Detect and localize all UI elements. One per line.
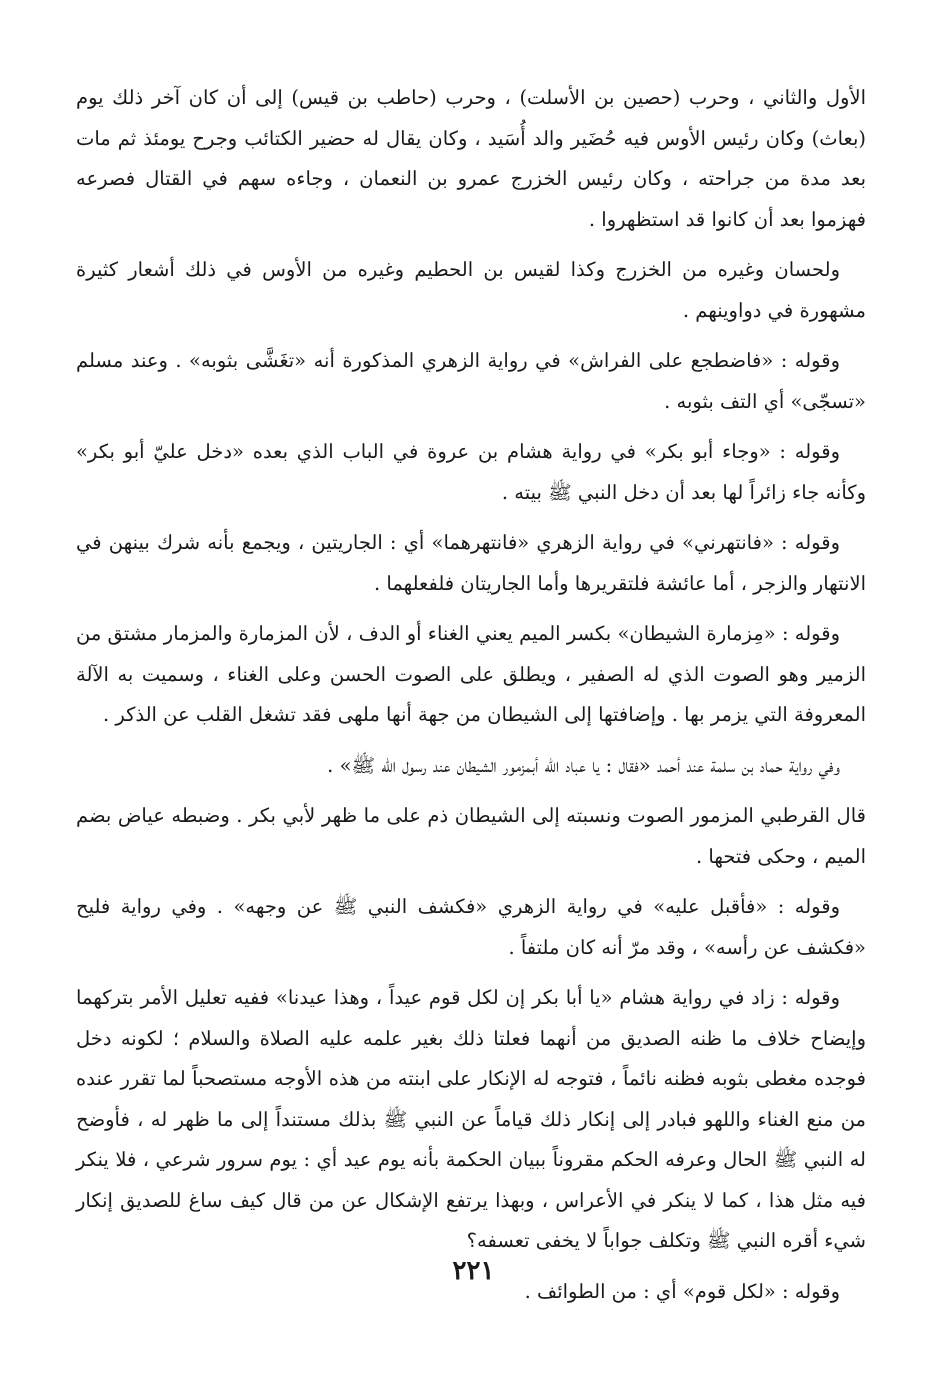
paragraph: وقوله : «فانتهرني» في رواية الزهري «فانتهرهما» أي : الجاريتين ، ويجمع بأنه شرك بينهن في الانتهار والزجر ، أما عائشة فلتقريرها وأما الجاريتان فلفعلهما . <box>76 531 866 595</box>
paragraph: قال القرطبي المزمور الصوت ونسبته إلى الشيطان ذم على ما ظهر لأبي بكر . وضبطه عياض بضم الميم ، وحكى فتحها . <box>76 804 866 868</box>
paragraph: وفي رواية حماد بن سلمة عند أحمد «فقال : يا عباد الله أبمزمور الشيطان عند رسول الله ﷺ» . <box>327 753 840 777</box>
paragraph: وقوله : «فأقبل عليه» في رواية الزهري «فكشف النبي ﷺ عن وجهه» . وفي رواية فليح «فكشف عن رأسه» ، وقد مرّ أنه كان ملتفاً . <box>76 895 866 959</box>
page-body <box>76 78 866 1322</box>
paragraph: الأول والثاني ، وحرب (حصين بن الأسلت) ، وحرب (حاطب بن قيس) إلى أن كان آخر ذلك يوم (بعاث) وكان رئيس الأوس فيه حُضَير والد أُسَيد ، وكان يقال له حضير الكتائب وجرح يومئذ ثم مات بعد مدة من جراحته ، وكان رئيس الخزرج عمرو بن النعمان ، وجاءه سهم في القتال فصرعه فهزموا بعد أن كانوا قد استظهروا . <box>76 86 866 231</box>
paragraph: ولحسان وغيره من الخزرج وكذا لقيس بن الحطيم وغيره من الأوس في ذلك أشعار كثيرة مشهورة في دواوينهم . <box>76 258 866 322</box>
paragraph: وقوله : «وجاء أبو بكر» في رواية هشام بن عروة في الباب الذي بعده «دخل عليّ أبو بكر» وكأنه جاء زائراً لها بعد أن دخل النبي ﷺ بيته . <box>76 440 866 504</box>
paragraph: وقوله : «فاضطجع على الفراش» في رواية الزهري المذكورة أنه «تغَشَّى بثوبه» . وعند مسلم «تسجّى» أي التف بثوبه . <box>76 349 866 413</box>
paragraph: وقوله : «لكل قوم» أي : من الطوائف . <box>524 1279 840 1303</box>
paragraph: وقوله : «مِزمارة الشيطان» بكسر الميم يعني الغناء أو الدف ، لأن المزمارة والمزمار مشتق من الزمير وهو الصوت الذي له الصفير ، ويطلق على الصوت الحسن وعلى الغناء ، وسميت به الآلة المعروفة التي يزمر بها . وإضافتها إلى الشيطان من جهة أنها ملهى فقد تشغل القلب عن الذكر . <box>76 622 866 726</box>
paragraph: وقوله : زاد في رواية هشام «يا أبا بكر إن لكل قوم عيداً ، وهذا عيدنا» ففيه تعليل الأمر بتركهما وإيضاح خلاف ما ظنه الصديق من أنهما فعلتا ذلك بغير علمه عليه الصلاة والسلام ؛ لكونه دخل فوجده مغطى بثوبه فظنه نائماً ، فتوجه له الإنكار على ابنته من هذه الأوجه مستصحباً لما تقرر عنده من منع الغناء واللهو فبادر إلى إنكار ذلك قياماً عن النبي ﷺ بذلك مستنداً إلى ما ظهر له ، فأوضح له النبي ﷺ الحال وعرفه الحكم مقروناً ببيان الحكمة بأنه يوم عيد أي : يوم سرور شرعي ، فلا ينكر فيه مثل هذا ، كما لا ينكر في الأعراس ، وبهذا يرتفع الإشكال عن من قال كيف ساغ للصديق إنكار شيء أقره النبي ﷺ وتكلف جواباً لا يخفى تعسفه؟ <box>76 986 866 1252</box>
page-number: ٢٢١ <box>452 1256 495 1286</box>
